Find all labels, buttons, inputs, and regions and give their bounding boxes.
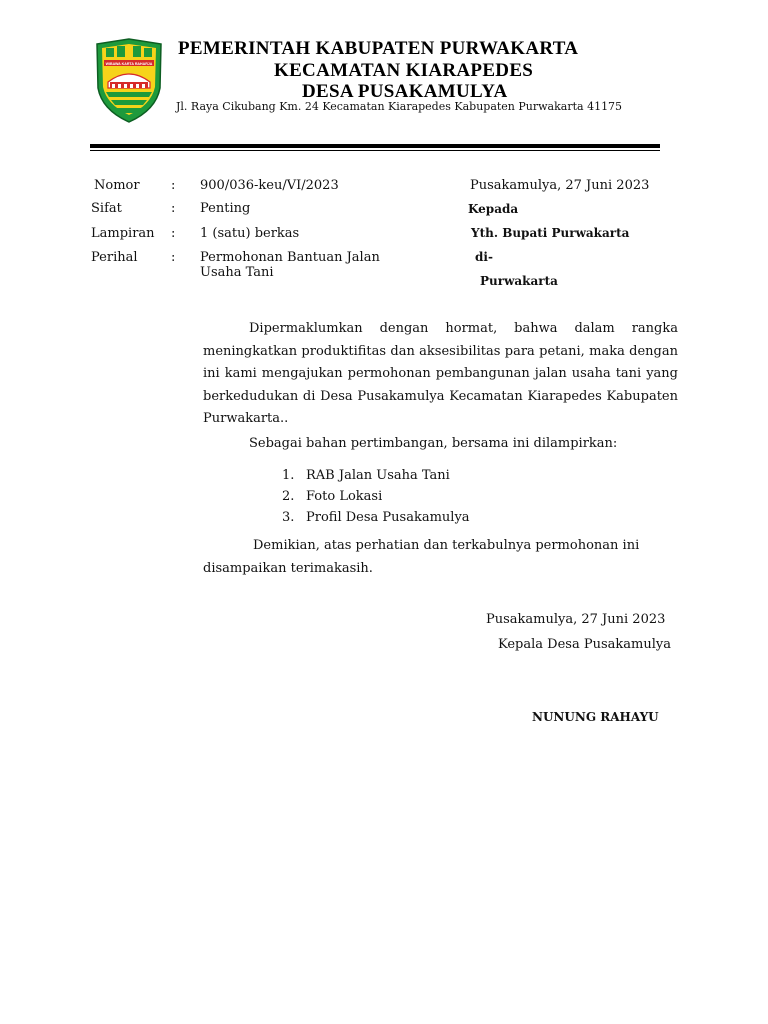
sifat-label: Sifat: [91, 201, 122, 216]
closing-line2: disampaikan terimakasih.: [203, 561, 373, 576]
list-item-text: Profil Desa Pusakamulya: [306, 510, 470, 525]
lampiran-value: 1 (satu) berkas: [200, 226, 300, 241]
recipient-yth: Yth. Bupati Purwakarta: [471, 226, 630, 240]
recipient-kepada: Kepada: [468, 202, 519, 216]
list-item-text: RAB Jalan Usaha Tani: [306, 468, 450, 483]
attachment-intro: Sebagai bahan pertimbangan, bersama ini dilampirkan:: [249, 436, 618, 451]
closing-line1: Demikian, atas perhatian dan terkabulnya permohonan ini: [253, 538, 640, 553]
letterhead-divider-thin: [90, 150, 660, 151]
letterhead-district: KECAMATAN KIARAPEDES: [274, 60, 534, 81]
sifat-colon: :: [171, 201, 176, 216]
list-item: [282, 465, 470, 486]
list-item-number: 1.: [282, 468, 295, 483]
signature-title: Kepala Desa Pusakamulya: [498, 637, 671, 652]
perihal-value-line2: Usaha Tani: [200, 265, 274, 280]
list-item: [282, 486, 470, 507]
letterhead-address: Jl. Raya Cikubang Km. 24 Kecamatan Kiarapedes Kabupaten Purwakarta 41175: [176, 100, 623, 113]
lampiran-colon: :: [171, 226, 176, 241]
sifat-value: Penting: [200, 201, 251, 216]
letterhead-government: PEMERINTAH KABUPATEN PURWAKARTA: [178, 38, 579, 59]
attachment-list: [282, 465, 470, 528]
nomor-colon: :: [171, 178, 176, 193]
recipient-place: Purwakarta: [480, 274, 558, 288]
shield-emblem-icon: [94, 38, 164, 124]
list-item-number: 3.: [282, 510, 295, 525]
letterhead-divider-thick: [90, 144, 660, 148]
perihal-value-line1: Permohonan Bantuan Jalan: [200, 250, 380, 265]
letter-date: Pusakamulya, 27 Juni 2023: [470, 178, 650, 193]
list-item: [282, 507, 470, 528]
svg-text:WIBAWA KARTA RAHARJA: WIBAWA KARTA RAHARJA: [105, 61, 153, 66]
lampiran-label: Lampiran: [91, 226, 155, 241]
perihal-label: Perihal: [91, 250, 138, 265]
list-item-text: Foto Lokasi: [306, 489, 383, 504]
perihal-colon: :: [171, 250, 176, 265]
regency-emblem: [94, 38, 164, 124]
signatory-name: NUNUNG RAHAYU: [532, 710, 659, 724]
list-item-number: 2.: [282, 489, 295, 504]
nomor-value: 900/036-keu/VI/2023: [200, 178, 339, 193]
body-paragraph: Dipermaklumkan dengan hormat, bahwa dalam rangka meningkatkan produktifitas dan aksesibilitas para petani, maka dengan ini kami mengajukan permohonan pembangunan jalan usaha tani yang berkedudukan di Desa Pusakamulya Kecamatan Kiarapedes Kabupaten Purwakarta..: [203, 321, 678, 426]
nomor-label: Nomor: [94, 178, 140, 193]
letterhead-village: DESA PUSAKAMULYA: [302, 81, 508, 102]
recipient-di: di-: [475, 250, 493, 264]
signature-date: Pusakamulya, 27 Juni 2023: [486, 612, 666, 627]
